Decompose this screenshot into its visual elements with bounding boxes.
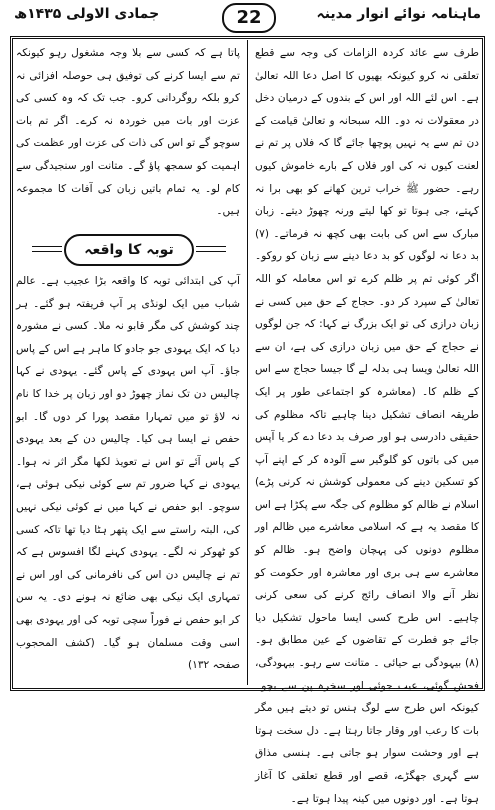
left-column-intro: پاتا ہے کہ کسی سے بلا وجہ مشغول رہو کیونکہ تم سے ایسا کرنے کی توفیق ہی حوصلہ افزائی نہ کرو بلکہ روگردانی کرو۔ جب تک کہ وہ کسی کی عزت اور بات میں خوردہ نہ کرے۔ اگر تم بات سوچو گے تو اس کی ذات کی عزت اور عظمت کی اہمیت کو سمجھ پاؤ گے۔ متانت اور سنجیدگی سے کام لو۔ یہ تمام باتیں زبان کی آفات کا مجموعہ ہیں۔ [16, 47, 240, 218]
column-divider [247, 40, 248, 685]
issue-date: جمادی الاولی ۱۴۳۵ھ [14, 6, 160, 22]
title-ornament-left [32, 246, 62, 252]
section-heading: توبہ کا واقعہ [64, 234, 194, 266]
page-header [10, 2, 485, 34]
magazine-title: ماہنامہ نوائے انوار مدینہ [316, 6, 481, 22]
left-column [16, 42, 240, 677]
page-number: 22 [222, 3, 276, 33]
right-column [255, 42, 479, 810]
title-ornament-right [196, 246, 226, 252]
right-column-text: طرف سے عائد کردہ الزامات کی وجہ سے قطع تعلقی نہ کرو کیونکہ بھیوں کا اصل دعا اللہ تعالیٰ ہے۔ اس لئے اللہ اور اس کے بندوں کے درمیان دخل در معقولات نہ دو۔ اللہ سبحانہ و تعالیٰ قیامت کے دن تم سے یہ نہیں پوچھا جائے گا کہ فلاں پر تم نے لعنت کیوں نہ کی اور فلاں کے بارے خاموش کیوں رہے۔ حضور ﷺ خراب ترین کھانے کو بھی برا نہ کہتے، جی ہوتا تو کھا لیتے ورنہ چھوڑ دیتے۔ زبان مبارک سے اس کی بابت بھی کچھ نہ فرماتے۔ (۷) بد دعا نہ لوگوں کو بد دعا دینے سے زبان کو روکو۔ اگر کوئی تم پر ظلم کرے تو اس معاملہ کو اللہ تعالیٰ کے سپرد کر دو۔ حجاج کے حق میں کسی نے زبان درازی کی تو ایک بزرگ نے کہا: کہ جن لوگوں نے حجاج کے حق میں زبان درازی کی ہے، ان سے اللہ تعالیٰ ویسا ہی بدلہ لے گا جیسا حجاج سے اس کے ظلم کا۔ (معاشرہ کو اجتماعی طور پر ایک طریقہ انصاف تشکیل دینا چاہیے تاکہ مظلوم کی حقیقی دادرسی ہو اور صرف بد دعا دے کر یا آپس میں کی باتوں کو گلوگیر سے آلودہ کر کے اپنے آپ کو تسکین دینے کی معمولی کوشش نہ کرنی پڑے) اسلام نے ظالم کو مظلوم کی جگہ سے پکڑا ہے اس کا مقصد یہ ہے کہ اسلامی معاشرے میں ظالم اور مظلوم دونوں کی پہچان واضح ہو۔ ظالم کو معاشرے سے ہی بری اور معاشرہ اور حکومت کو نظر آنے والا انصاف رائج کرنے کی سعی کرنی چاہیے۔ اس طرح کسی ایسا ماحول تشکیل دیا جائے جو فطرت کے تقاضوں کے عین مطابق ہو۔ (۸) بیہودگی بے حیائی ۔ متانت سے رہو۔ بیہودگی، فحش گوئی، عیب جوئی اور سخرہ پن سے بچو۔ کیونکہ اس طرح سے لوگ ہنس تو دیتے ہیں مگر بات کا رعب اور وقار جاتا رہتا ہے۔ دل سخت ہوتا ہے اور وحشت سوار ہو جاتی ہے۔ ہنسی مذاق سے گہری جھگڑے، قصے اور قطع تعلقی کا آغاز ہوتا ہے۔ اور دونوں میں کینہ پیدا ہوتا ہے۔ [255, 47, 479, 805]
story-text: آپ کی ابتدائی توبہ کا واقعہ بڑا عجیب ہے۔ عالم شباب میں ایک لونڈی پر آپ فریفتہ ہو گئے۔ ہر چند کوشش کی مگر قابو نہ ملا۔ کسی نے مشورہ دیا کہ ایک یہودی جو جادو کا ماہر ہے اس کے پاس جاؤ۔ آپ اس یہودی کے پاس گئے۔ یہودی نے کہا چالیس دن تک نماز چھوڑ دو اور زبان پر خدا کا نام نہ لاؤ تو میں تمہارا مقصد پورا کر دوں گا۔ ابو حفص نے ایسا ہی کیا۔ چالیس دن کے بعد یہودی کے پاس آئے تو اس نے تعویذ لکھا مگر اثر نہ ہوا۔ یہودی نے کہا ضرور تم سے کوئی نیکی ہوئی ہے، سوچو۔ ابو حفص نے کہا میں نے کوئی نیکی نہیں کی، البتہ راستے سے ایک پتھر ہٹا دیا تھا تاکہ کسی کو ٹھوکر نہ لگے۔ یہودی کہنے لگا افسوس ہے کہ تم نے چالیس دن اس کی نافرمانی کی اور اس نے تمہاری ایک نیکی بھی ضائع نہ ہونے دی۔ یہ سن کر ابو حفص نے فوراً سچی توبہ کی اور یہودی بھی اسی وقت مسلمان ہو گیا۔ (کشف المحجوب صفحہ ۱۳۲) [16, 275, 240, 672]
